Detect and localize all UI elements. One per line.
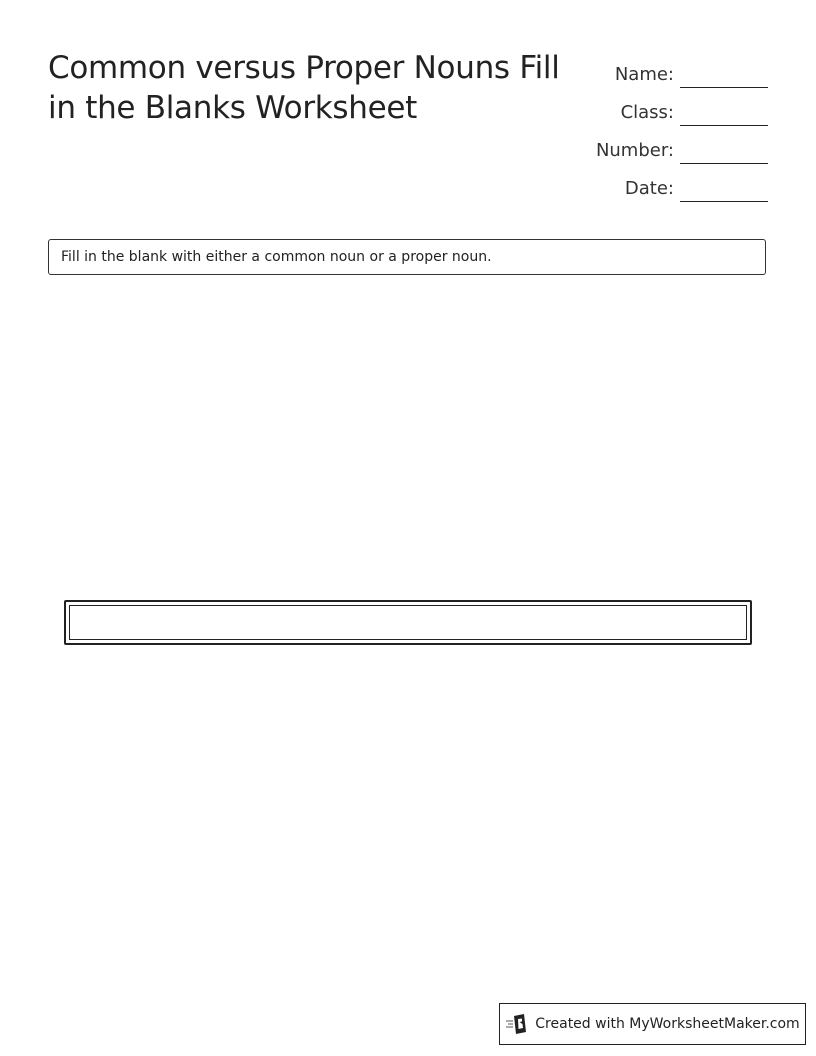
number-field-row: [528, 126, 768, 164]
worksheet-title: Common versus Proper Nouns Fill in the Blanks Worksheet: [48, 50, 560, 126]
footer-text: Created with MyWorksheetMaker.com: [535, 1016, 800, 1032]
date-blank-line[interactable]: [680, 177, 768, 202]
date-field-row: [528, 164, 768, 202]
name-field-row: [528, 50, 768, 88]
name-label: Name:: [614, 64, 674, 85]
class-field-row: [528, 88, 768, 126]
number-label: Number:: [595, 140, 674, 161]
answer-box[interactable]: [64, 600, 752, 645]
class-label: Class:: [620, 102, 674, 123]
student-info-fields: [528, 50, 768, 202]
class-blank-line[interactable]: [680, 101, 768, 126]
footer-credit[interactable]: [499, 1003, 806, 1045]
instructions-box: Fill in the blank with either a common noun or a proper noun.: [48, 239, 766, 275]
worksheet-maker-logo-icon: [505, 1013, 529, 1035]
answer-box-inner-border: [69, 605, 747, 640]
name-blank-line[interactable]: [680, 63, 768, 88]
date-label: Date:: [624, 178, 674, 199]
number-blank-line[interactable]: [680, 139, 768, 164]
